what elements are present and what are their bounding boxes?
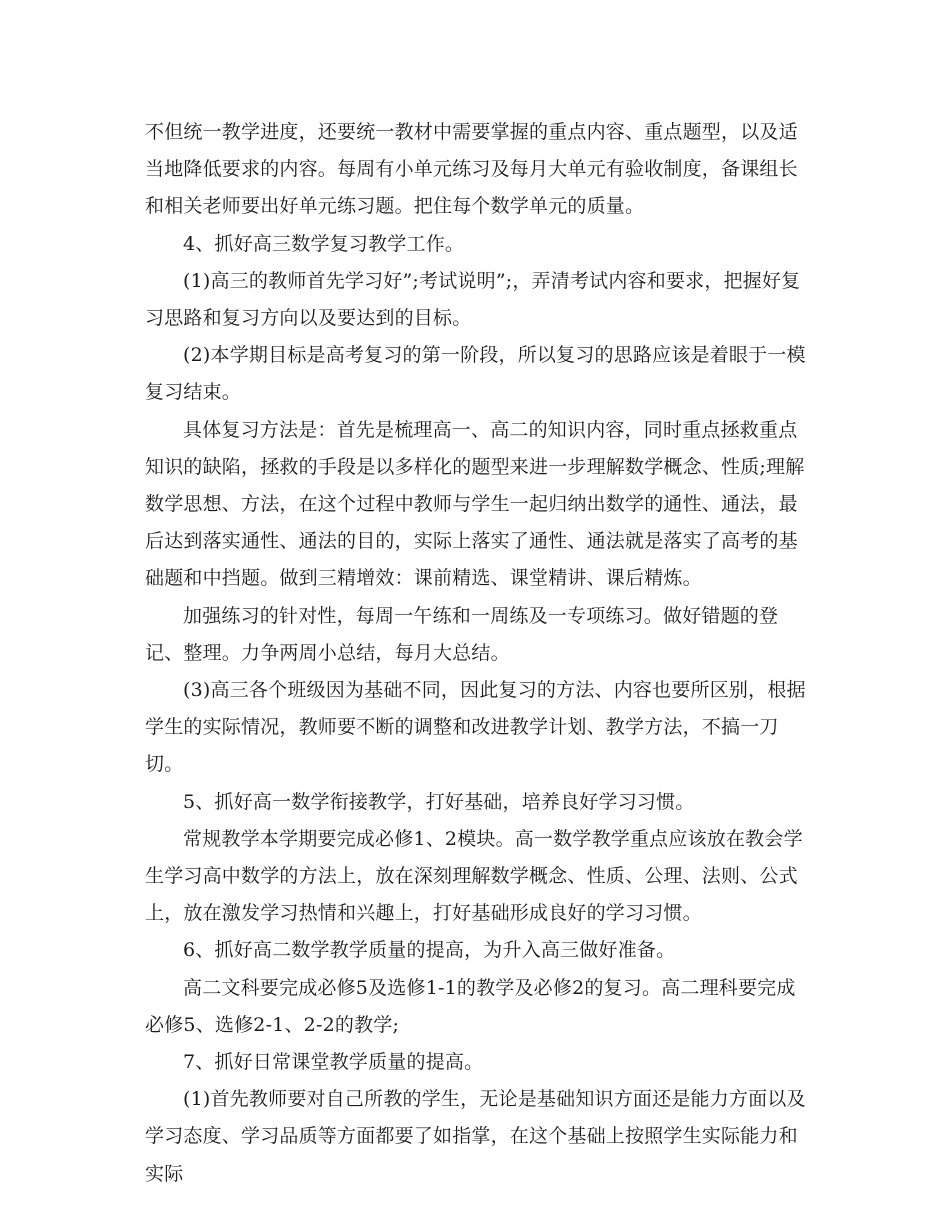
paragraph-grade-one: 常规教学本学期要完成必修1、2模块。高一数学教学重点应该放在教会学生学习高中数学的方法上，放在深刻理解数学概念、性质、公理、法则、公式上，放在激发学习热情和兴趣上，打好基础形成良好的学习习惯。 bbox=[145, 827, 803, 925]
section-heading-4: 4、抓好高三数学复习教学工作。 bbox=[183, 232, 465, 255]
document-body bbox=[145, 114, 810, 1193]
paragraph-practice: 加强练习的针对性，每周一午练和一周练及一专项练习。做好错题的登记、整理。力争两周小总结，每月大总结。 bbox=[145, 604, 779, 664]
paragraph-grade-two: 高二文科要完成必修5及选修1-1的教学及必修2的复习。高二理科要完成必修5、选修2-1、2-2的教学; bbox=[145, 976, 796, 1036]
paragraph-item-1-teachers: (1)首先教师要对自己所教的学生，无论是基础知识方面还是能力方面以及学习态度、学习品质等方面都要了如指掌，在这个基础上按照学生实际能力和实际 bbox=[145, 1088, 806, 1185]
paragraph-item-1: (1)高三的教师首先学习好”;考试说明”;，弄清考试内容和要求，把握好复习思路和复习方向以及要达到的目标。 bbox=[145, 269, 801, 330]
paragraph-continuation: 不但统一教学进度，还要统一教材中需要掌握的重点内容、重点题型，以及适当地降低要求的内容。每周有小单元练习及每月大单元有验收制度，备课组长和相关老师要出好单元练习题。把住每个数学单元的质量。 bbox=[145, 121, 798, 218]
paragraph-review-method: 具体复习方法是：首先是梳理高一、高二的知识内容，同时重点拯救重点知识的缺陷，拯救的手段是以多样化的题型来进一步理解数学概念、性质;理解数学思想、方法，在这个过程中教师与学生一起归纳出数学的通性、通法，最后达到落实通性、通法的目的，实际上落实了通性、通法就是落实了高考的基础题和中挡题。做到三精增效：课前精选、课堂精讲、课后精炼。 bbox=[145, 418, 805, 590]
section-heading-7: 7、抓好日常课堂教学质量的提高。 bbox=[183, 1051, 484, 1074]
paragraph-item-2: (2)本学期目标是高考复习的第一阶段，所以复习的思路应该是着眼于一模复习结束。 bbox=[145, 344, 806, 404]
section-heading-5: 5、抓好高一数学衔接教学，打好基础，培养良好学习习惯。 bbox=[183, 790, 695, 813]
section-heading-6: 6、抓好高二数学教学质量的提高，为升入高三做好准备。 bbox=[183, 939, 676, 962]
paragraph-item-3: (3)高三各个班级因为基础不同，因此复习的方法、内容也要所区别，根据学生的实际情况，教师要不断的调整和改进教学计划、教学方法，不搞一刀切。 bbox=[145, 679, 806, 776]
